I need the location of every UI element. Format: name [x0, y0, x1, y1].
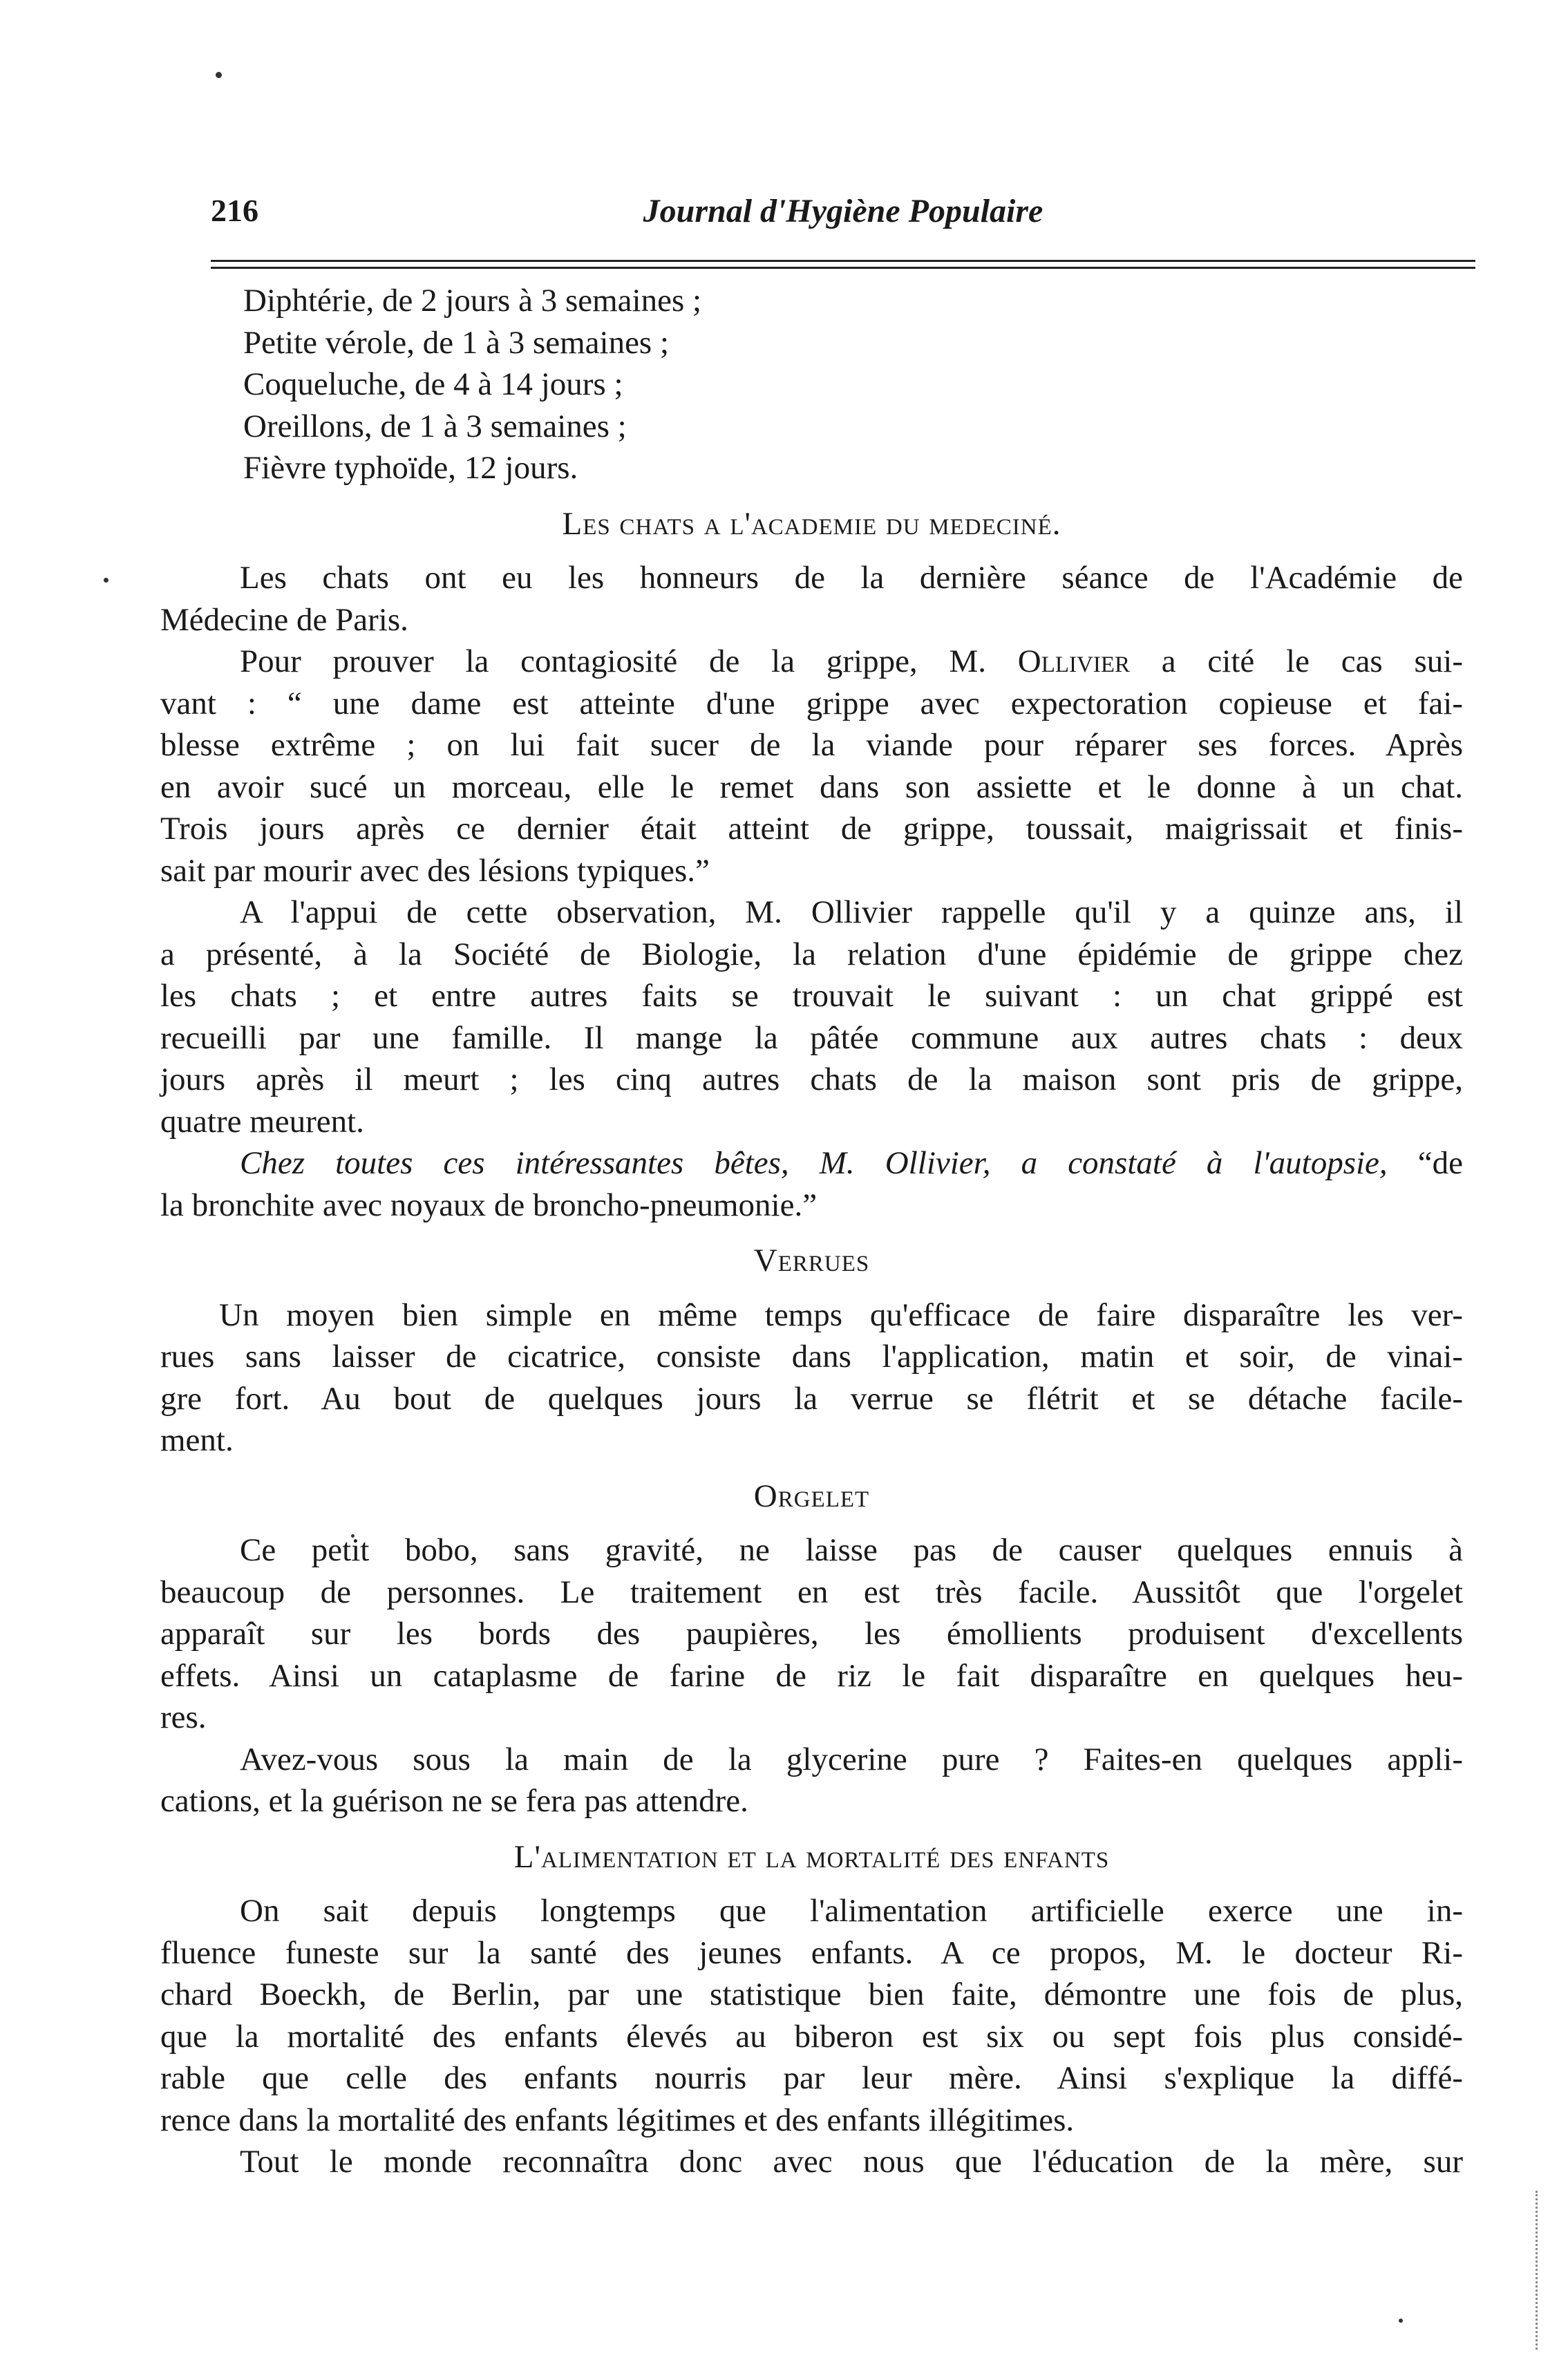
scan-edge-marks [1536, 2191, 1540, 2350]
list-item: Fièvre typhoïde, 12 jours. [243, 450, 578, 486]
text-line: a présenté, à la Société de Biologie, la relation d'une épidémie de grippe chez [160, 936, 1463, 972]
text-line: Un moyen bien simple en même temps qu'efficace de faire disparaître les ver- [219, 1296, 1463, 1333]
text-line: Tout le monde reconnaîtra donc avec nous que l'éducation de la mère, sur [240, 2144, 1463, 2180]
page-number: 216 [211, 193, 258, 228]
ink-speck [104, 578, 108, 583]
text-line: Trois jours après ce dernier était atteint de grippe, toussait, maigrissait et finis- [160, 811, 1463, 847]
text-line: jours après il meurt ; les cinq autres chats de la maison sont pris de grippe, [160, 1061, 1463, 1097]
text-line: On sait depuis longtemps que l'alimentation artificielle exerce une in- [240, 1893, 1463, 1929]
paragraph [160, 641, 1463, 891]
text-line: blesse extrême ; on lui fait sucer de la viande pour réparer ses forces. Après [160, 727, 1463, 763]
text-line: sait par mourir avec des lésions typiques.” [160, 852, 710, 889]
list-item: Oreillons, de 1 à 3 semaines ; [243, 408, 627, 444]
text-line: la bronchite avec noyaux de broncho-pneumonie.” [160, 1187, 818, 1223]
section-heading-alimentation: L'alimentation et la mortalité des enfants [513, 1838, 1110, 1875]
text-line [160, 1142, 1463, 1185]
paragraph [160, 1294, 1463, 1462]
section-heading-orgelet: Orgelet [753, 1478, 870, 1514]
text-line: en avoir sucé un morceau, elle le remet dans son assiette et le donne à un chat. [160, 768, 1463, 805]
text-line: recueilli par une famille. Il mange la pâtée commune aux autres chats : deux [160, 1019, 1463, 1056]
text-line: beaucoup de personnes. Le traitement en est très facile. Aussitôt que l'orgelet [160, 1574, 1463, 1610]
text-line: effets. Ainsi un cataplasme de farine de riz le fait disparaître en quelques heu- [160, 1657, 1463, 1694]
ink-speck [1399, 2319, 1403, 2323]
text-line: les chats ; et entre autres faits se trouvait le suivant : un chat grippé est [160, 978, 1463, 1014]
italic-text: Chez toutes ces intéressantes bêtes, M. Ollivier, a constaté à l'autopsie, [240, 1145, 1388, 1181]
list-item: Diphtérie, de 2 jours à 3 semaines ; [243, 283, 702, 319]
text-line: rues sans laisser de cicatrice, consiste dans l'application, matin et soir, de vinai- [160, 1339, 1463, 1375]
paragraph [160, 1529, 1463, 1739]
text-line: Avez-vous sous la main de la glycerine pure ? Faites-en quelques appli- [240, 1741, 1463, 1777]
header-rule-bottom [211, 267, 1475, 269]
text-line: rable que celle des enfants nourris par leur mère. Ainsi s'explique la diffé- [160, 2060, 1463, 2096]
section-heading-chats: Les chats a l'academie du medeciné. [562, 505, 1061, 542]
text-line: vant : “ une dame est atteinte d'une grippe avec expectoration copieuse et fai- [160, 685, 1463, 721]
paragraph [160, 1142, 1463, 1226]
text-line: apparaît sur les bords des paupières, les émollients produisent d'excellents [160, 1616, 1463, 1652]
text-span: Pour prouver la contagiosité de la grippe, M. [240, 643, 1018, 679]
paragraph [160, 1739, 1463, 1822]
text-line: rence dans la mortalité des enfants légitimes et des enfants illégitimes. [160, 2102, 1075, 2138]
text-line: quatre meurent. [160, 1103, 364, 1140]
text-line: gre fort. Au bout de quelques jours la verrue se flétrit et se détache facile- [160, 1380, 1463, 1417]
author-name: Ollivier [1017, 643, 1131, 679]
text-span: a cité le cas sui- [1130, 643, 1463, 679]
paragraph [160, 557, 1463, 641]
text-span: “de [1387, 1145, 1463, 1181]
text-line: ment. [160, 1422, 234, 1458]
ink-speck [216, 72, 222, 78]
text-line: Ce petit bobo, sans gravité, ne laisse pas de causer quelques ennuis à [240, 1532, 1463, 1568]
text-line [160, 641, 1463, 683]
paragraph [160, 1890, 1463, 2141]
text-line: cations, et la guérison ne se fera pas attendre. [160, 1783, 748, 1819]
section-heading-verrues: Verrues [753, 1243, 870, 1278]
text-line: Médecine de Paris. [160, 601, 408, 638]
list-item: Coqueluche, de 4 à 14 jours ; [243, 366, 623, 402]
text-line: res. [160, 1699, 207, 1735]
paragraph [160, 2141, 1463, 2183]
header-rule-top [211, 260, 1475, 262]
text-line: fluence funeste sur la santé des jeunes enfants. A ce propos, M. le docteur Ri- [160, 1934, 1463, 1971]
text-line: Les chats ont eu les honneurs de la dernière séance de l'Académie de [240, 560, 1463, 596]
text-line: que la mortalité des enfants élevés au biberon est six ou sept fois plus considé- [160, 2018, 1463, 2055]
running-title: Journal d'Hygiène Populaire [643, 193, 1043, 229]
incubation-list [160, 280, 1463, 489]
article-body [160, 280, 1463, 2183]
paragraph [160, 891, 1463, 1142]
text-line: chard Boeckh, de Berlin, par une statistique bien faite, démontre une fois de plus, [160, 1976, 1463, 2012]
page-header [211, 192, 1475, 240]
list-item: Petite vérole, de 1 à 3 semaines ; [243, 324, 670, 361]
text-line: A l'appui de cette observation, M. Ollivier rappelle qu'il y a quinze ans, il [240, 894, 1463, 930]
